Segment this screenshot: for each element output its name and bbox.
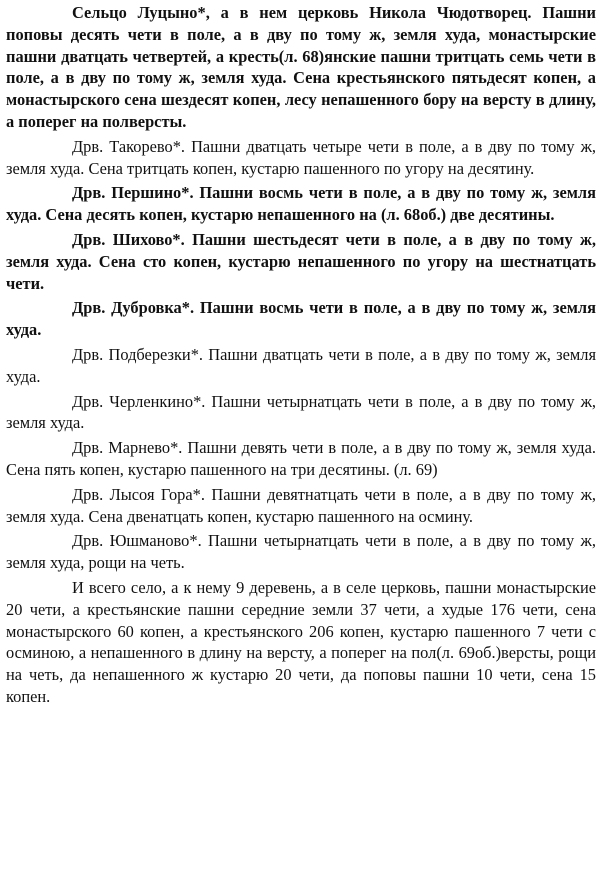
paragraph-dubrovka: Дрв. Дубровка*. Пашни восмь чети в поле, а в дву по тому ж, земля худа. (6, 298, 596, 340)
paragraph-takorevo: Дрв. Такорево*. Пашни дватцать четыре чети в поле, а в дву по тому ж, земля худа. Сена тритцать копен, кустарю пашенного по угору на десятину. (6, 136, 596, 178)
paragraph-yushmanovo: Дрв. Юшманово*. Пашни четырнатцать чети в поле, а в дву по тому ж, земля худа, рощи на четь. (6, 531, 596, 573)
document-page (6, 2, 596, 708)
paragraph-pershino: Дрв. Першино*. Пашни восмь чети в поле, а в дву по тому ж, земля худа. Сена десять копен, кустарю непашенного на (л. 68об.) две десятины. (6, 183, 596, 225)
paragraph-lutsyno: Сельцо Луцыно*, а в нем церковь Никола Чюдотворец. Пашни поповы десять чети в поле, а в дву по тому ж, земля худа, монастырские пашни дватцать четвертей, а кресть(л. 68)янские пашни тритцать семь чети в поле, а в дву по тому ж, земля худа. Сена крестьянского пятьдесят копен, а монастырского сена шездесят копен, лесу непашенного бору на версту в длину, а поперег на полверсты. (6, 3, 596, 131)
paragraph-podberezki: Дрв. Подберезки*. Пашни дватцать чети в поле, а в дву по тому ж, земля худа. (6, 344, 596, 386)
paragraph-shikhovo: Дрв. Шихово*. Пашни шестьдесят чети в поле, а в дву по тому ж, земля худа. Сена сто копен, кустарю непашенного по угору на шестнатцать чети. (6, 229, 596, 293)
paragraph-cherlenkino: Дрв. Черленкино*. Пашни четырнатцать чети в поле, а в дву по тому ж, земля худа. (6, 391, 596, 433)
paragraph-marnevo: Дрв. Марнево*. Пашни девять чети в поле, а в дву по тому ж, земля худа. Сена пять копен, кустарю пашенного на три десятины. (л. 69) (6, 438, 596, 479)
paragraph-lysoya-gora: Дрв. Лысоя Гора*. Пашни девятнатцать чети в поле, а в дву по тому ж, земля худа. Сена двенатцать копен, кустарю пашенного на осмину. (6, 484, 596, 526)
paragraph-summary: И всего село, а к нему 9 деревень, а в селе церковь, пашни монастырские 20 чети, а крестьянские пашни середние земли 37 чети, а худые 176 чети, сена монастырского 60 копен, а крестьянского 206 копен, кустарю пашенного 7 чети с осминою, а непашенного в длину на версту, а поперег на пол(л. 69об.)версты, рощи на четь, да непашенного ж кустарю 20 чети, да поповы пашни 10 чети, сена 15 копен. (6, 577, 596, 706)
